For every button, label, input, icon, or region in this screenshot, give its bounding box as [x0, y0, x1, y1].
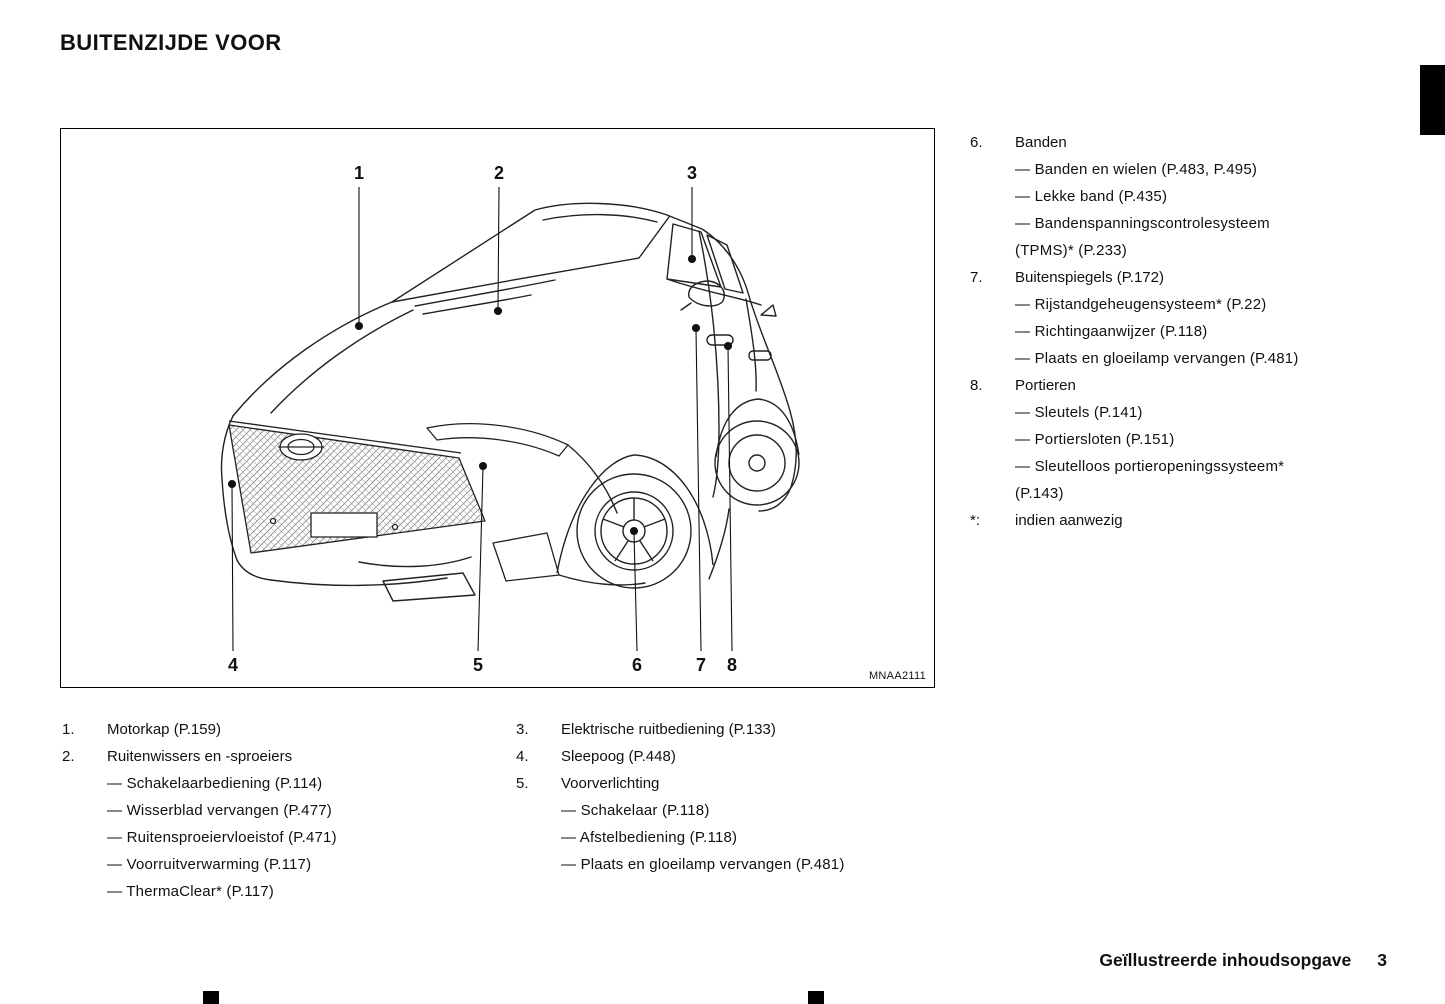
legend-item-label: Voorverlichting	[561, 775, 660, 792]
chapter-tab-marker	[1420, 65, 1445, 135]
legend-item	[62, 716, 514, 743]
legend-item	[970, 507, 1308, 534]
legend-sub-item: — Rijstandgeheugensysteem* (P.22)	[1015, 296, 1267, 313]
license-plate	[311, 513, 377, 537]
legend-item-number: 8.	[970, 377, 983, 394]
legend-item-label: Banden	[1015, 134, 1067, 151]
legend-item-number: 2.	[62, 748, 75, 765]
figure-callout-lines	[229, 187, 733, 651]
legend-item-label: Ruitenwissers en -sproeiers	[107, 748, 293, 765]
legend-sub-item: — Plaats en gloeilamp vervangen (P.481)	[1015, 350, 1299, 367]
callout-number-6: 6	[631, 655, 643, 675]
legend-item-label: Elektrische ruitbediening (P.133)	[561, 721, 776, 738]
figure-code: MNAA2111	[868, 670, 926, 682]
legend-item-number: 6.	[970, 134, 983, 151]
legend-sub-item: — Richtingaanwijzer (P.118)	[1015, 323, 1208, 340]
figure-callout-numbers	[228, 163, 737, 675]
legend-item	[970, 372, 1308, 507]
callout-number-2: 2	[493, 163, 505, 183]
callout-number-7: 7	[695, 655, 707, 675]
page-footer	[1099, 950, 1387, 971]
legend-sub-item: — Lekke band (P.435)	[1015, 188, 1168, 205]
car-figure	[60, 128, 935, 688]
legend-sub-item: — Banden en wielen (P.483, P.495)	[1015, 161, 1258, 178]
legend-column-middle	[516, 716, 946, 878]
legend-sub-item: — Ruitensproeiervloeistof (P.471)	[107, 829, 337, 846]
callout-number-8: 8	[726, 655, 738, 675]
legend-sub-item: — Sleutelloos portieropeningssysteem* (P.143)	[1015, 458, 1285, 502]
legend-sub-item: — Schakelaarbediening (P.114)	[107, 775, 323, 792]
callout-number-5: 5	[472, 655, 484, 675]
legend-item	[62, 743, 514, 905]
legend-column-left	[62, 716, 514, 905]
legend-sub-item: — Voorruitverwarming (P.117)	[107, 856, 312, 873]
car-grille	[229, 421, 485, 553]
car-line-drawing	[61, 129, 934, 687]
legend-item-label: Buitenspiegels (P.172)	[1015, 269, 1164, 286]
legend-sub-item: — Plaats en gloeilamp vervangen (P.481)	[561, 856, 845, 873]
legend-item	[516, 770, 946, 878]
footer-page-number: 3	[1377, 950, 1387, 970]
legend-sub-item: — Schakelaar (P.118)	[561, 802, 710, 819]
legend-item	[970, 264, 1308, 372]
legend-item-label: Motorkap (P.159)	[107, 721, 221, 738]
callout-number-4: 4	[227, 655, 239, 675]
legend-item-number: 7.	[970, 269, 983, 286]
print-registration-mark	[203, 991, 219, 1004]
footer-section-label: Geïllustreerde inhoudsopgave	[1099, 950, 1352, 970]
legend-item-number: 3.	[516, 721, 529, 738]
legend-sub-item: — Wisserblad vervangen (P.477)	[107, 802, 332, 819]
legend-item-label: Sleepoog (P.448)	[561, 748, 676, 765]
car-wheels	[557, 399, 799, 588]
legend-item-label: Portieren	[1015, 377, 1076, 394]
legend-sub-item: — Sleutels (P.141)	[1015, 404, 1143, 421]
legend-item	[516, 716, 946, 743]
print-registration-mark	[808, 991, 824, 1004]
legend-sub-item: — Afstelbediening (P.118)	[561, 829, 738, 846]
legend-sub-item: — Bandenspanningscontrolesysteem (TPMS)* (P.233)	[1015, 215, 1270, 259]
legend-item-number: 5.	[516, 775, 529, 792]
callout-number-3: 3	[686, 163, 698, 183]
legend-column-right	[970, 129, 1308, 534]
legend-item	[516, 743, 946, 770]
legend-item-number: 1.	[62, 721, 75, 738]
legend-item-label: indien aanwezig	[1015, 512, 1123, 529]
legend-sub-item: — ThermaClear* (P.117)	[107, 883, 274, 900]
legend-sub-item: — Portiersloten (P.151)	[1015, 431, 1175, 448]
legend-item-number: *:	[970, 512, 981, 529]
callout-number-1: 1	[353, 163, 365, 183]
page-title: BUITENZIJDE VOOR	[60, 30, 282, 55]
legend-item-number: 4.	[516, 748, 529, 765]
legend-item	[970, 129, 1308, 264]
